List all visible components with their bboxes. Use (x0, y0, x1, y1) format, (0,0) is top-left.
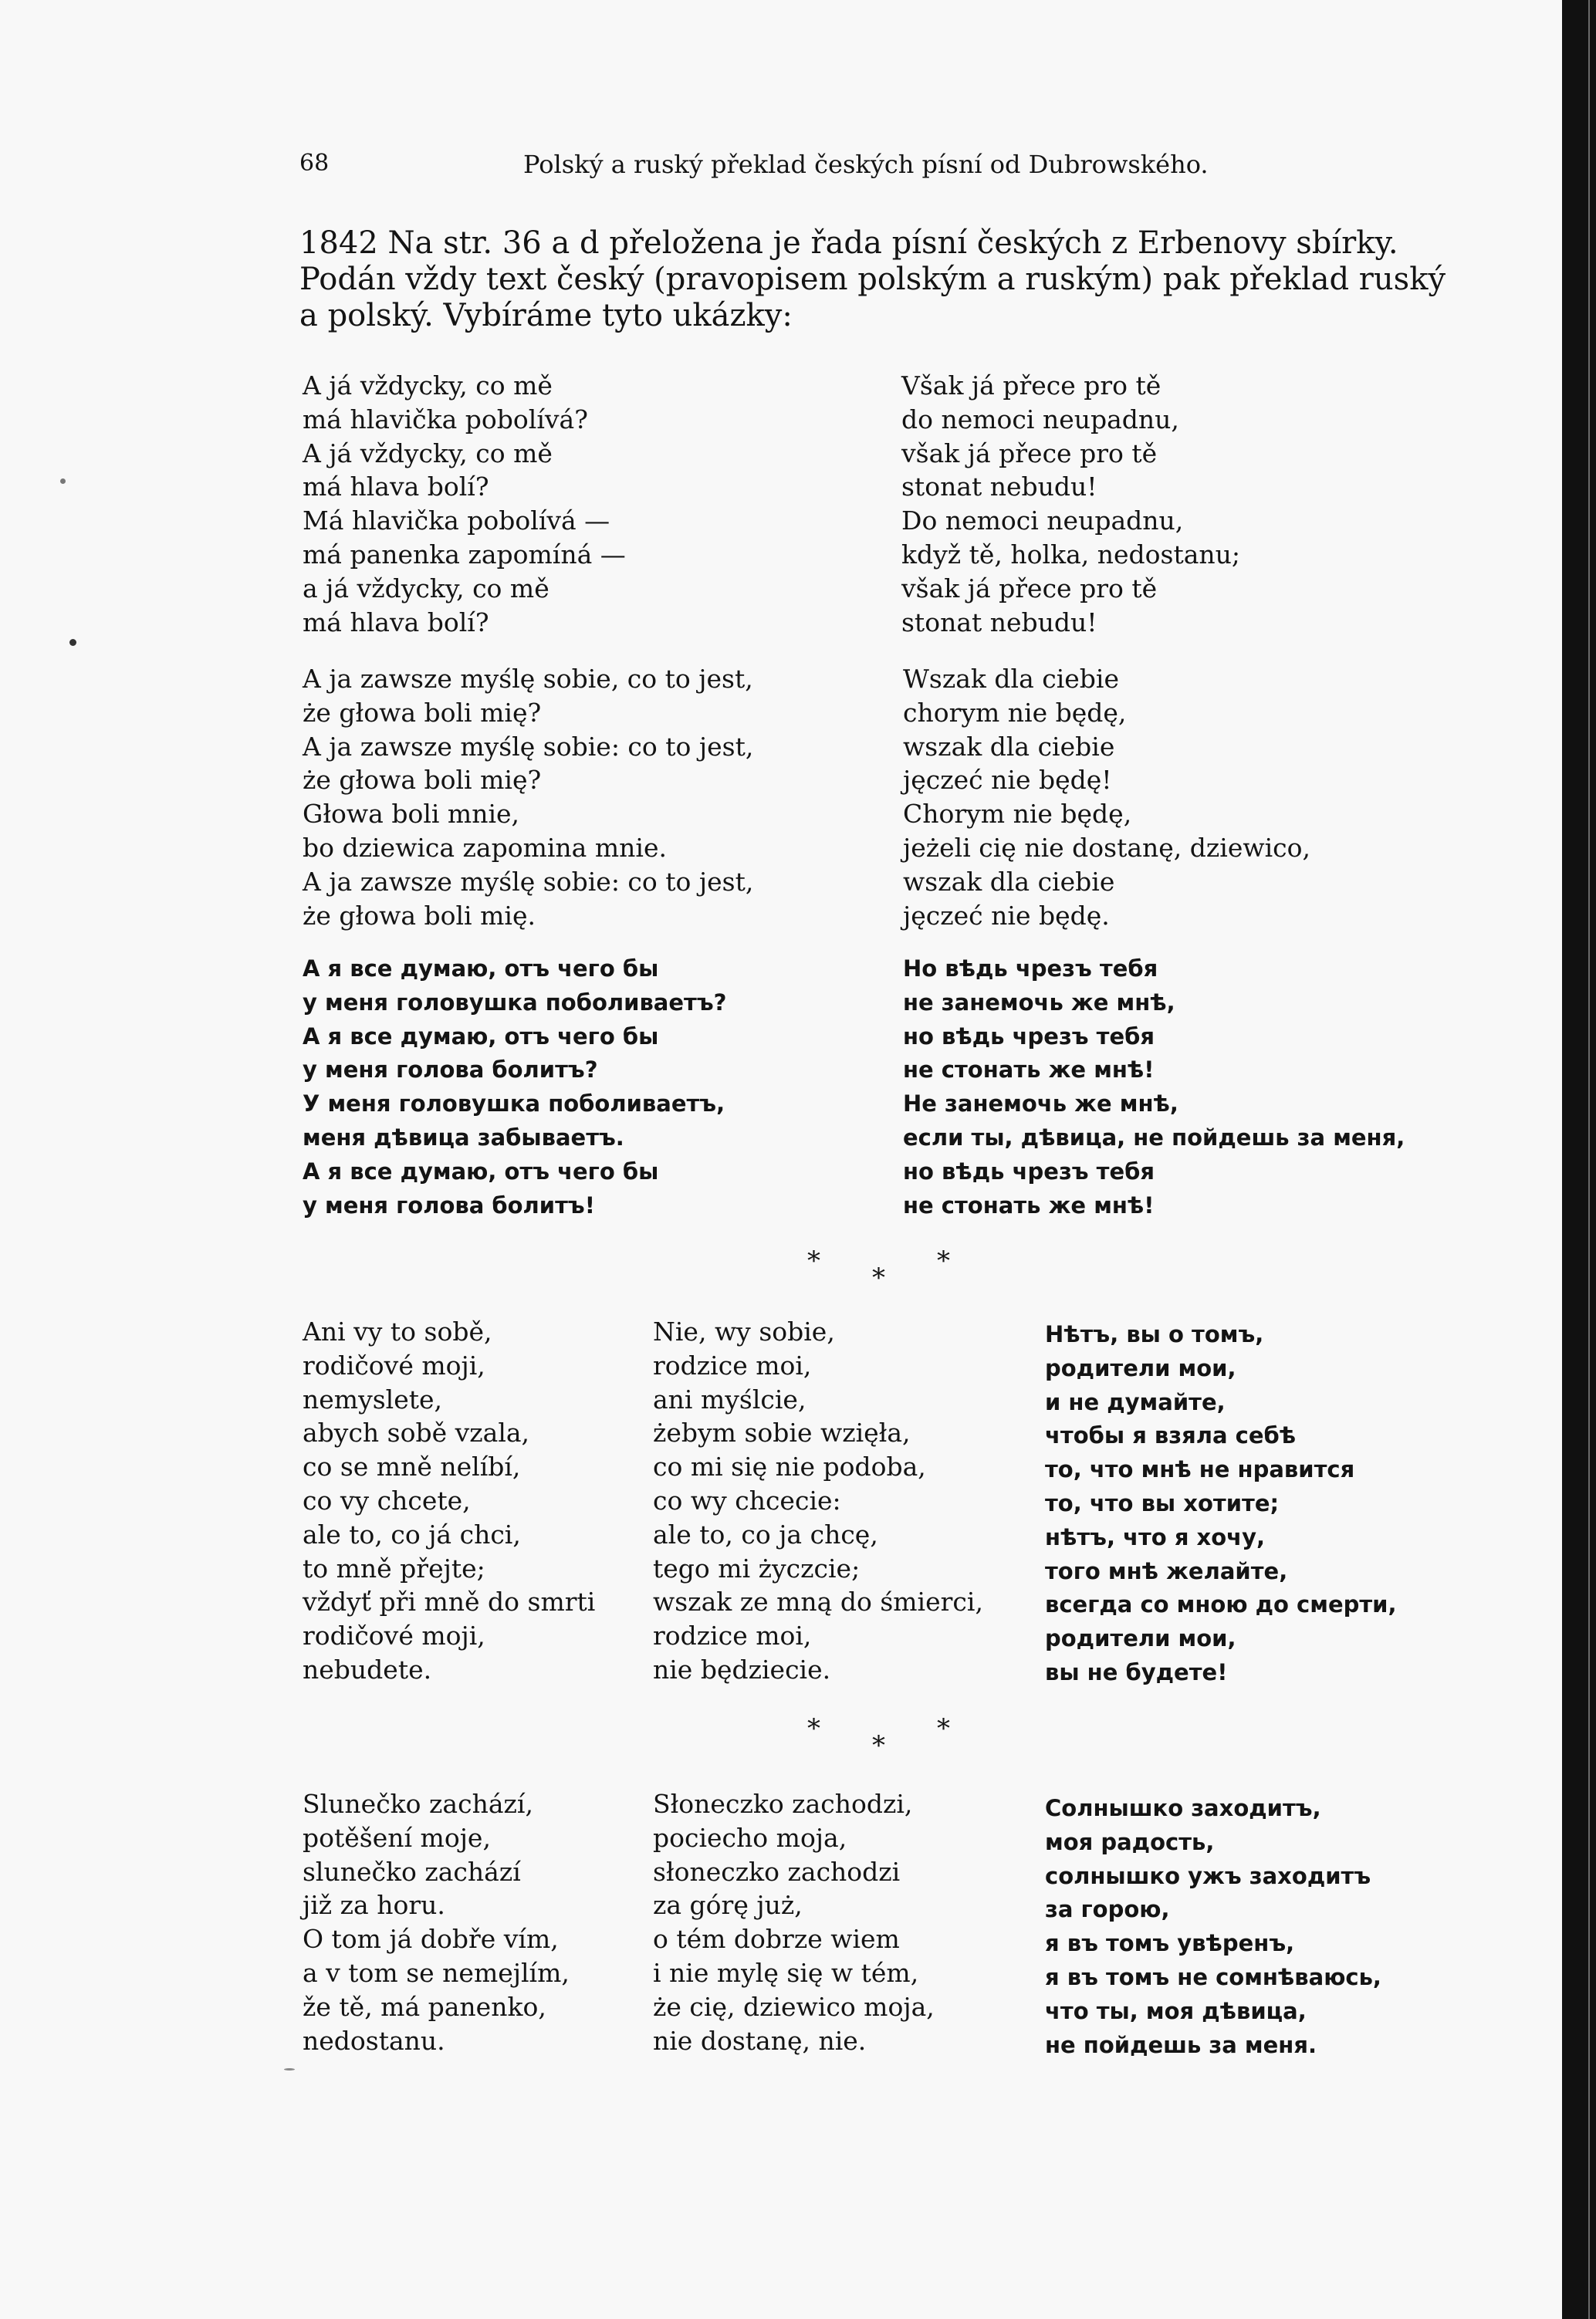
asterism-star: * (937, 1713, 950, 1744)
verse-line: Má hlavička pobolívá — (303, 505, 610, 536)
verse-line: Не занемочь же мнѣ, (903, 1090, 1178, 1117)
verse-line: Do nemoci neupadnu, (901, 505, 1184, 536)
verse-line: nie dostanę, nie. (653, 2025, 867, 2056)
verse-line: když tě, holka, nedostanu; (901, 539, 1241, 570)
verse-line: wszak dla ciebie (903, 731, 1115, 762)
verse-line: Však já přece pro tě (901, 370, 1161, 401)
verse-line: Wszak dla ciebie (903, 664, 1120, 694)
verse-line: rodičové moji, (303, 1621, 485, 1651)
song1-czech-left (303, 369, 626, 639)
running-title: Polský a ruský překlad českých písní od Dubrowského. (523, 150, 1209, 179)
verse-line: всегда со мною до смерти, (1045, 1591, 1397, 1618)
verse-line: за горою, (1045, 1896, 1170, 1923)
verse-line: má panenka zapomíná — (303, 539, 626, 570)
verse-line: A ja zawsze myślę sobie, co to jest, (303, 664, 753, 694)
verse-line: słoneczko zachodzi (653, 1856, 901, 1887)
verse-line: nebudete. (303, 1654, 432, 1685)
verse-line: Slunečko zachází, (303, 1789, 533, 1819)
asterism-star: * (872, 1730, 885, 1761)
verse-line: моя радость, (1045, 1828, 1215, 1855)
scan-speck (284, 2068, 295, 2071)
song1-russian-left (303, 952, 726, 1222)
verse-line: У меня головушка поболиваетъ, (303, 1090, 725, 1117)
verse-line: co mi się nie podoba, (653, 1452, 926, 1482)
verse-line: rodzice moi, (653, 1350, 812, 1381)
verse-line: co vy chcete, (303, 1485, 471, 1516)
verse-line: jęczeć nie będę. (903, 900, 1110, 931)
verse-line: chorym nie będę, (903, 697, 1127, 728)
intro-paragraph (299, 225, 1465, 334)
verse-line: не пойдешь за меня. (1045, 2031, 1317, 2058)
verse-line: bo dziewica zapomina mnie. (303, 832, 667, 863)
verse-line: a já vždycky, co mě (303, 573, 549, 603)
verse-line: że głowa boli mię? (303, 765, 542, 796)
verse-line: меня дѣвица забываетъ. (303, 1124, 624, 1151)
asterism-star: * (807, 1713, 820, 1744)
verse-line: не занемочь же мнѣ, (903, 989, 1175, 1016)
verse-line: того мнѣ желайте, (1045, 1557, 1288, 1584)
song1-polish-left (303, 662, 753, 932)
verse-line: я въ томъ увѣренъ, (1045, 1930, 1295, 1957)
verse-line: nedostanu. (303, 2025, 445, 2056)
song1-polish-right (903, 662, 1310, 932)
asterism-star: * (872, 1263, 885, 1293)
verse-line: у меня головушка поболиваетъ? (303, 989, 727, 1016)
verse-line: Słoneczko zachodzi, (653, 1789, 913, 1819)
verse-line: вы не будете! (1045, 1658, 1228, 1685)
song1-russian-right (903, 952, 1405, 1222)
verse-line: но вѣдь чрезъ тебя (903, 1023, 1155, 1050)
song1-czech-right (901, 369, 1240, 639)
verse-line: нѣтъ, что я хочу, (1045, 1523, 1266, 1550)
verse-line: у меня голова болитъ? (303, 1056, 598, 1083)
verse-line: i nie mylę się w tém, (653, 1957, 919, 1988)
song3-russian (1045, 1792, 1381, 2062)
verse-line: má hlava bolí? (303, 472, 489, 502)
verse-line: ale to, co ja chcę, (653, 1519, 878, 1550)
scan-speck (69, 639, 76, 646)
verse-line: Но вѣдь чрезъ тебя (903, 955, 1158, 982)
verse-line: A já vždycky, co mě (303, 370, 553, 401)
verse-line: nemyslete, (303, 1384, 443, 1415)
verse-line: za górę już, (653, 1890, 803, 1921)
verse-line: rodzice moi, (653, 1621, 812, 1651)
verse-line: do nemoci neupadnu, (901, 404, 1179, 434)
verse-line: jeżeli cię nie dostanę, dziewico, (903, 832, 1311, 863)
page-edge-line (1588, 0, 1590, 2319)
intro-line: a polský. Vybíráme tyto ukázky: (299, 298, 793, 333)
intro-line: Podán vždy text český (pravopisem polským a ruským) pak překlad ruský (299, 262, 1446, 297)
verse-line: potěšení moje, (303, 1822, 491, 1853)
verse-line: я въ томъ не сомнѣваюсь, (1045, 1963, 1381, 1990)
verse-line: że cię, dziewico moja, (653, 1991, 935, 2022)
song2-russian (1045, 1318, 1397, 1690)
verse-line: o tém dobrze wiem (653, 1924, 900, 1955)
verse-line: co se mně nelíbí, (303, 1452, 521, 1482)
verse-line: již za horu. (303, 1890, 445, 1921)
verse-line: jęczeć nie będę! (903, 765, 1112, 796)
verse-line: Солнышко заходитъ, (1045, 1795, 1321, 1821)
verse-line: má hlava bolí? (303, 607, 489, 637)
verse-line: родители мои, (1045, 1625, 1236, 1652)
verse-line: и не думайте, (1045, 1388, 1226, 1415)
verse-line: abych sobě vzala, (303, 1418, 530, 1449)
verse-line: А я все думаю, отъ чего бы (303, 955, 659, 982)
verse-line: ale to, co já chci, (303, 1519, 521, 1550)
verse-line: żebym sobie wzięła, (653, 1418, 911, 1449)
asterism-star: * (807, 1246, 820, 1276)
verse-line: a v tom se nemejlím, (303, 1957, 570, 1988)
verse-line: slunečko zachází (303, 1856, 521, 1887)
verse-line: Chorym nie będę, (903, 799, 1132, 830)
verse-line: то, что вы хотите; (1045, 1489, 1280, 1516)
verse-line: то, что мнѣ не нравится (1045, 1456, 1355, 1483)
verse-line: nie będziecie. (653, 1654, 831, 1685)
verse-line: не стонать же мнѣ! (903, 1192, 1155, 1219)
verse-line: O tom já dobře vím, (303, 1924, 559, 1955)
song3-polish (653, 1787, 935, 2057)
verse-line: солнышко ужъ заходитъ (1045, 1862, 1371, 1889)
verse-line: však já přece pro tě (901, 438, 1158, 468)
verse-line: A ja zawsze myślę sobie: co to jest, (303, 866, 754, 897)
verse-line: vždyť při mně do smrti (303, 1587, 596, 1618)
verse-line: Нѣтъ, вы о томъ, (1045, 1321, 1264, 1347)
verse-line: A ja zawsze myślę sobie: co to jest, (303, 731, 754, 762)
verse-line: stonat nebudu! (901, 607, 1097, 637)
verse-line: to mně přejte; (303, 1553, 485, 1584)
verse-line: rodičové moji, (303, 1350, 485, 1381)
verse-line: у меня голова болитъ! (303, 1192, 595, 1219)
verse-line: A já vždycky, co mě (303, 438, 553, 468)
verse-line: tego mi życzcie; (653, 1553, 861, 1584)
verse-line: что ты, моя дѣвица, (1045, 1997, 1307, 2024)
song2-czech (303, 1315, 595, 1687)
intro-line: 1842 Na str. 36 a d přeložena je řada písní českých z Erbenovy sbírky. (299, 225, 1398, 261)
verse-line: co wy chcecie: (653, 1485, 841, 1516)
verse-line: však já přece pro tě (901, 573, 1158, 603)
verse-line: но вѣдь чрезъ тебя (903, 1158, 1155, 1185)
verse-line: że głowa boli mię? (303, 697, 542, 728)
verse-line: że głowa boli mię. (303, 900, 536, 931)
asterism-star: * (937, 1246, 950, 1276)
verse-line: Nie, wy sobie, (653, 1317, 835, 1347)
verse-line: родители мои, (1045, 1354, 1236, 1381)
verse-line: stonat nebudu! (901, 472, 1097, 502)
verse-line: чтобы я взяла себѣ (1045, 1422, 1297, 1449)
verse-line: не стонать же мнѣ! (903, 1056, 1155, 1083)
verse-line: má hlavička pobolívá? (303, 404, 588, 434)
verse-line: А я все думаю, отъ чего бы (303, 1023, 659, 1050)
verse-line: Ani vy to sobě, (303, 1317, 492, 1347)
verse-line: pociecho moja, (653, 1822, 847, 1853)
scan-speck (60, 478, 66, 484)
verse-line: wszak dla ciebie (903, 866, 1115, 897)
verse-line: že tě, má panenko, (303, 1991, 546, 2022)
verse-line: ani myślcie, (653, 1384, 806, 1415)
verse-line: если ты, дѣвица, не пойдешь за меня, (903, 1124, 1405, 1151)
song2-polish (653, 1315, 983, 1687)
verse-line: wszak ze mną do śmierci, (653, 1587, 983, 1618)
page-edge-shadow (1562, 0, 1596, 2319)
page-number: 68 (299, 150, 330, 177)
song3-czech (303, 1787, 570, 2057)
verse-line: Głowa boli mnie, (303, 799, 520, 830)
page-header (299, 150, 1562, 187)
verse-line: А я все думаю, отъ чего бы (303, 1158, 659, 1185)
